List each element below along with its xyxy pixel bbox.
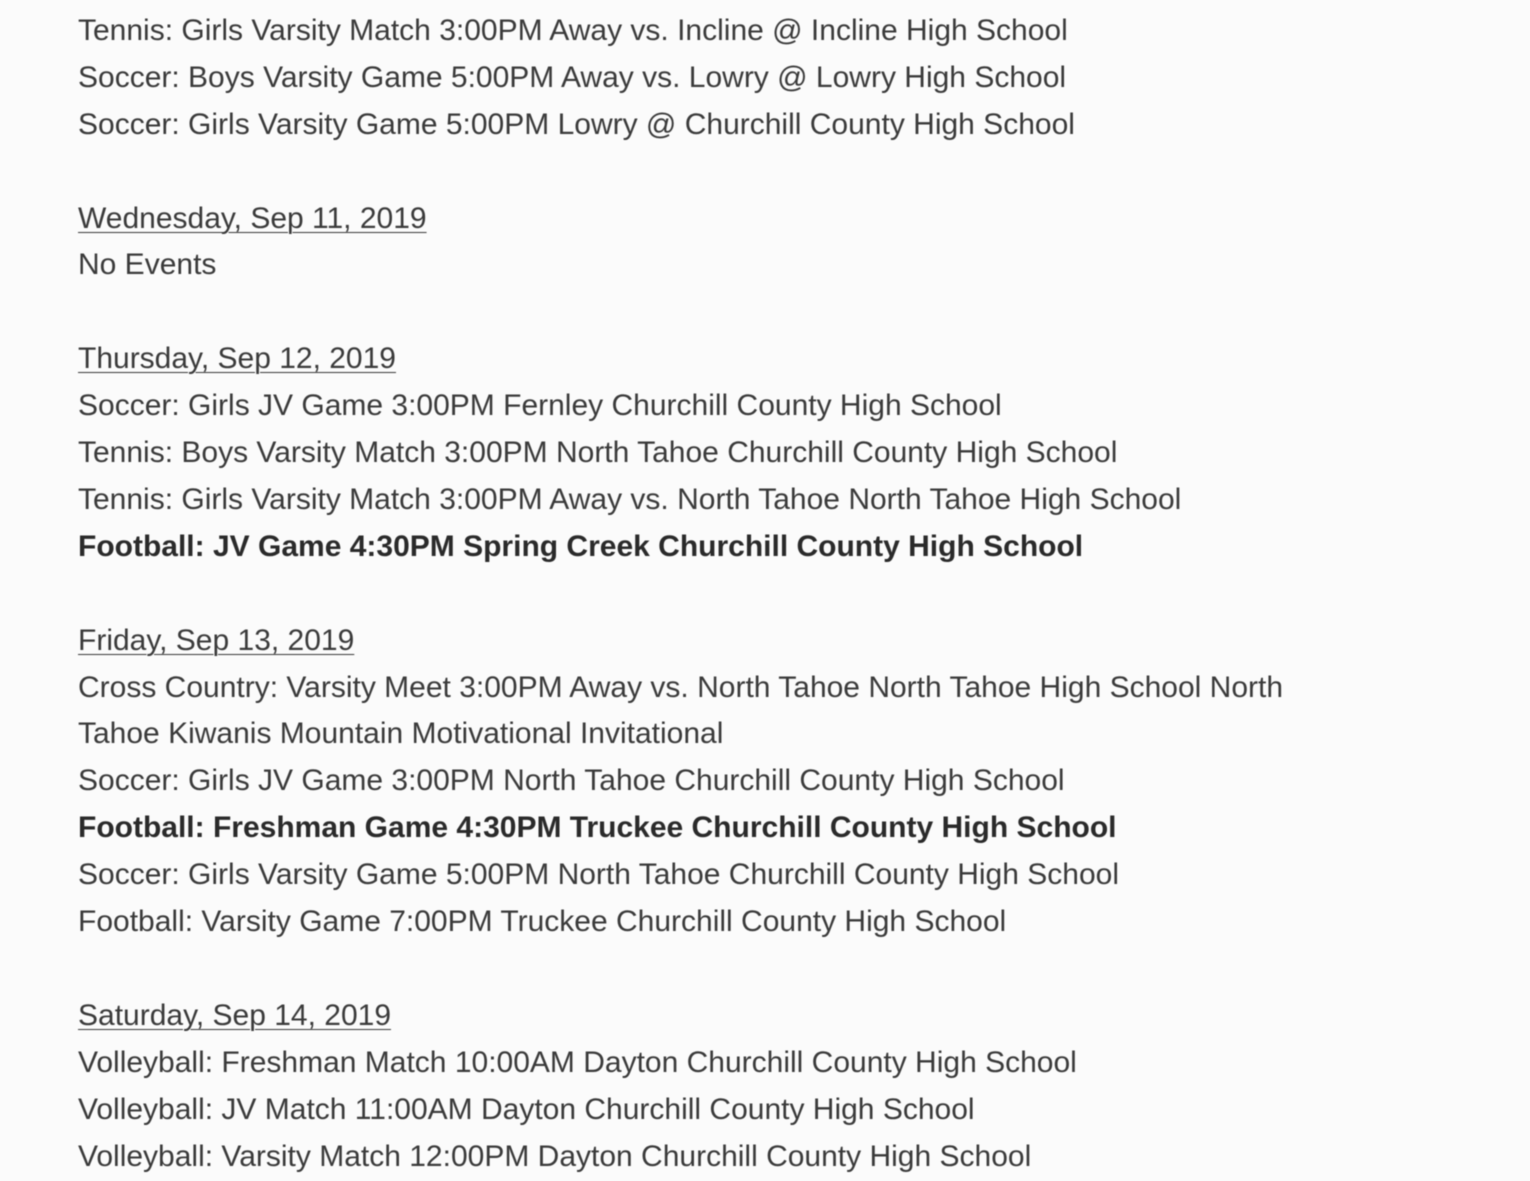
event-line: Football: Freshman Game 4:30PM Truckee Churchill County High School (78, 811, 1117, 845)
event-line: Tennis: Girls Varsity Match 3:00PM Away vs. North Tahoe North Tahoe High School (78, 482, 1182, 516)
event-line: Soccer: Girls JV Game 3:00PM Fernley Churchill County High School (78, 389, 1002, 423)
event-line: Tennis: Girls Varsity Match 3:00PM Away vs. Incline @ Incline High School (78, 13, 1068, 47)
day-heading: Thursday, Sep 12, 2019 (78, 342, 396, 376)
blank-line (78, 946, 1510, 993)
event-line: Soccer: Girls Varsity Game 5:00PM North Tahoe Churchill County High School (78, 858, 1119, 892)
day-heading: Saturday, Sep 14, 2019 (78, 998, 392, 1032)
event-line: No Events (78, 248, 217, 282)
event-line: Tennis: Boys Varsity Match 3:00PM North Tahoe Churchill County High School (78, 436, 1118, 470)
event-line (78, 0, 1510, 8)
day-section (78, 946, 1510, 1181)
event-line: Soccer: Girls Varsity Game 5:00PM Lowry @ Churchill County High School (78, 107, 1075, 141)
event-line: Volleyball: JV Match 11:00AM Dayton Churchill County High School (78, 1092, 975, 1126)
event-line: Volleyball: Freshman Match 10:00AM Dayton Churchill County High School (78, 1045, 1077, 1079)
day-heading: Wednesday, Sep 11, 2019 (78, 201, 427, 235)
event-line: Cross Country: Varsity Meet 3:00PM Away vs. North Tahoe North Tahoe High School North (78, 670, 1284, 704)
schedule-document (78, 0, 1510, 1181)
event-line: Soccer: Boys Varsity Game 5:00PM Away vs. Lowry @ Lowry High School (78, 60, 1067, 94)
event-line: Soccer: Girls JV Game 3:00PM North Tahoe Churchill County High School (78, 764, 1065, 798)
blank-line (78, 571, 1510, 618)
event-line: Tahoe Kiwanis Mountain Motivational Invitational (78, 717, 724, 751)
event-line: Football: JV Game 4:30PM Spring Creek Churchill County High School (78, 529, 1084, 563)
blank-line (78, 149, 1510, 196)
event-line: Volleyball: Varsity Match 12:00PM Dayton Churchill County High School (78, 1139, 1032, 1173)
day-section (78, 289, 1510, 570)
day-heading: Friday, Sep 13, 2019 (78, 623, 355, 657)
day-section (78, 0, 1510, 149)
day-section (78, 571, 1510, 946)
day-section (78, 149, 1510, 290)
blank-line (78, 289, 1510, 336)
event-line: Football: Varsity Game 7:00PM Truckee Churchill County High School (78, 905, 1007, 939)
